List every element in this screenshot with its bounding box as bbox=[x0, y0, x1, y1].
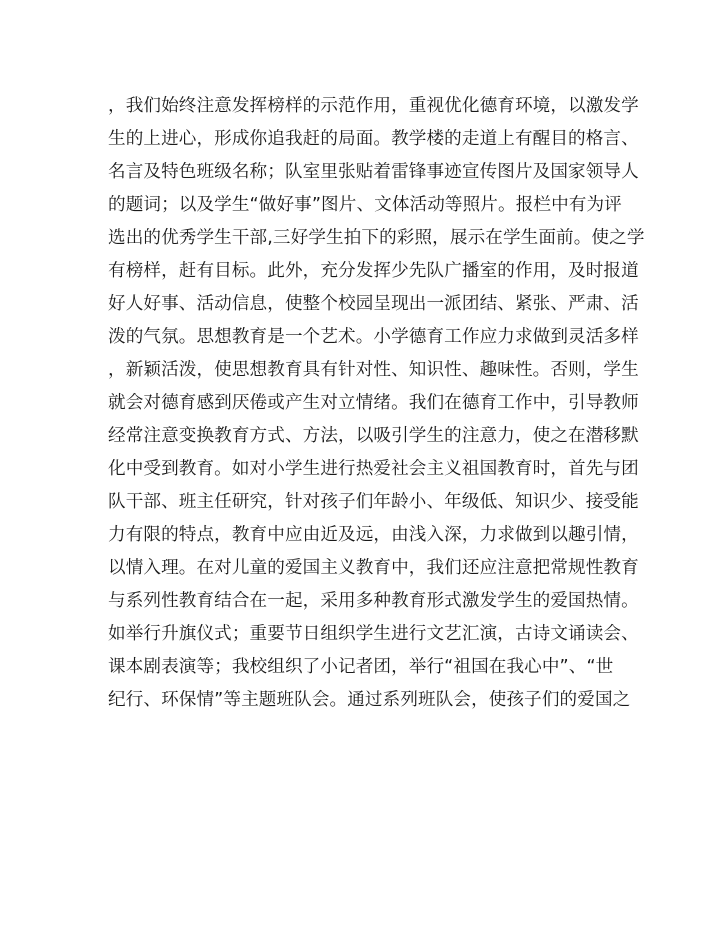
text-line-14: 力有限的特点，教育中应由近及远，由浅入深，力求做到以趣引情， bbox=[108, 525, 639, 545]
text-line-6: 有榜样，赶有目标。此外，充分发挥少先队广播室的作用，及时报道 bbox=[108, 261, 639, 281]
text-line-18: 课本剧表演等；我校组织了小记者团，举行“祖国在我心中”、“世 bbox=[108, 657, 614, 677]
text-line-17: 如举行升旗仪式；重要节日组织学生进行文艺汇演，古诗文诵读会、 bbox=[108, 624, 639, 644]
text-line-19: 纪行、环保情”等主题班队会。通过系列班队会，使孩子们的爱国之 bbox=[108, 690, 631, 710]
text-line-1: ，我们始终注意发挥榜样的示范作用，重视优化德育环境，以激发学 bbox=[108, 96, 639, 116]
text-line-12: 化中受到教育。如对小学生进行热爱社会主义祖国教育时，首先与团 bbox=[108, 459, 639, 479]
text-line-5: 选出的优秀学生干部,三好学生拍下的彩照，展示在学生面前。使之学 bbox=[108, 228, 645, 248]
text-line-3: 名言及特色班级名称；队室里张贴着雷锋事迹宣传图片及国家领导人 bbox=[108, 162, 639, 182]
text-line-16: 与系列性教育结合在一起，采用多种教育形式激发学生的爱国热情。 bbox=[108, 591, 639, 611]
body-text bbox=[108, 90, 645, 717]
text-line-2: 生的上进心，形成你追我赶的局面。教学楼的走道上有醒目的格言、 bbox=[108, 129, 639, 149]
text-line-4: 的题词；以及学生“做好事”图片、文体活动等照片。报栏中有为评 bbox=[108, 195, 622, 215]
text-line-15: 以情入理。在对儿童的爱国主义教育中，我们还应注意把常规性教育 bbox=[108, 558, 639, 578]
text-line-8: 泼的气氛。思想教育是一个艺术。小学德育工作应力求做到灵活多样 bbox=[108, 327, 639, 347]
text-line-13: 队干部、班主任研究，针对孩子们年龄小、年级低、知识少、接受能 bbox=[108, 492, 639, 512]
text-line-7: 好人好事、活动信息，使整个校园呈现出一派团结、紧张、严肃、活 bbox=[108, 294, 639, 314]
text-line-10: 就会对德育感到厌倦或产生对立情绪。我们在德育工作中，引导教师 bbox=[108, 393, 639, 413]
text-line-9: ，新颖活泼，使思想教育具有针对性、知识性、趣味性。否则，学生 bbox=[108, 360, 639, 380]
text-line-11: 经常注意变换教育方式、方法，以吸引学生的注意力，使之在潜移默 bbox=[108, 426, 639, 446]
